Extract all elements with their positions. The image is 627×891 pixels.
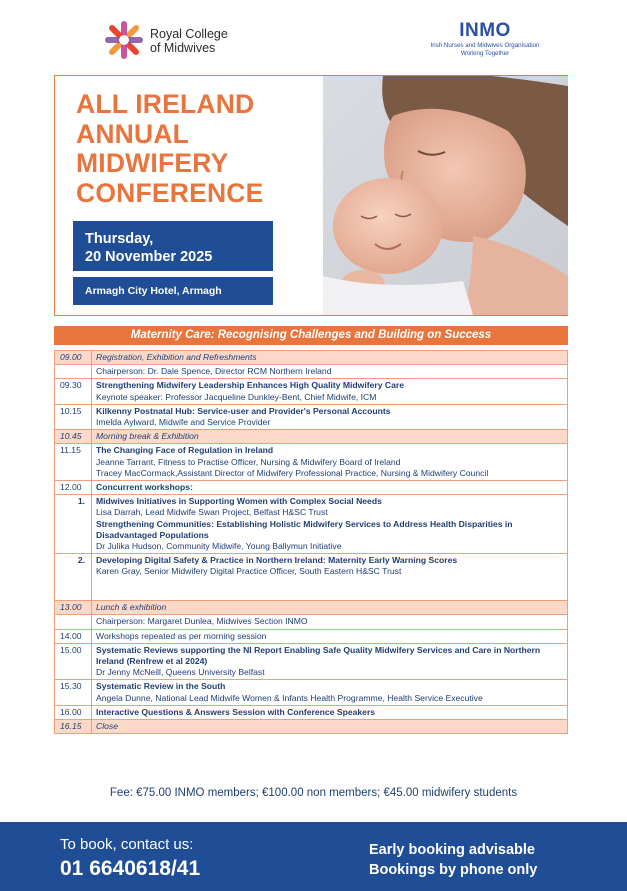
rcm-name-line1: Royal College	[150, 27, 228, 41]
table-row	[55, 601, 568, 615]
table-row	[55, 444, 568, 481]
table-row	[55, 615, 568, 629]
programme-table	[54, 350, 568, 734]
title-line-2: ANNUAL	[76, 118, 190, 149]
session-title: Interactive Questions & Answers Session with Conference Speakers	[96, 706, 376, 717]
inmo-tagline: Working Together	[460, 50, 510, 57]
speaker-line: Dr Jenny McNeill, Queens University Belfast	[96, 667, 265, 678]
session-title: Systematic Review in the South	[96, 681, 226, 692]
table-row	[55, 680, 568, 705]
table-row	[55, 643, 568, 680]
row-time: 09.00	[55, 351, 92, 365]
rcm-cross-logo-icon	[104, 20, 144, 60]
row-time	[55, 615, 92, 629]
session-title: Systematic Reviews supporting the NI Report Enabling Safe Quality Midwifery Services and Care in Northern Ireland (Renfrew et al 2024)	[96, 644, 541, 667]
row-content	[92, 444, 568, 481]
mother-baby-photo	[323, 76, 568, 315]
title-line-1: ALL IRELAND	[76, 89, 255, 119]
table-row	[55, 554, 568, 601]
row-text: Workshops repeated as per morning session	[92, 629, 568, 643]
workshop-number: 2.	[55, 554, 92, 601]
speaker-line: Karen Gray, Senior Midwifery Digital Practice Officer, South Eastern H&SC Trust	[96, 566, 402, 577]
row-time: 16.00	[55, 705, 92, 719]
speaker-line: Jeanne Tarrant, Fitness to Practise Officer, Nursing & Midwifery Board of Ireland	[96, 456, 401, 467]
session-title: Developing Digital Safety & Practice in Northern Ireland: Maternity Early Warning Scores	[96, 555, 458, 566]
inmo-logo	[420, 20, 550, 64]
speaker-line: Tracey MacCormack,Assistant Director of Midwifery Professional Practice, Nursing & Midwifery Council	[96, 467, 489, 478]
session-title: Kilkenny Postnatal Hub: Service-user and Provider's Personal Accounts	[96, 405, 391, 416]
table-row	[55, 404, 568, 429]
row-text: Chairperson: Margaret Dunlea, Midwives Section INMO	[92, 615, 568, 629]
date-weekday: Thursday,	[85, 231, 154, 247]
row-time: 10.45	[55, 430, 92, 444]
row-time: 15.00	[55, 643, 92, 680]
table-row	[55, 365, 568, 379]
row-text: Chairperson: Dr. Dale Spence, Director RCM Northern Ireland	[92, 365, 568, 379]
table-row	[55, 430, 568, 444]
booking-footer	[0, 822, 627, 891]
row-time: 13.00	[55, 601, 92, 615]
title-line-4: CONFERENCE	[76, 177, 264, 208]
table-row	[55, 379, 568, 404]
fee-line: Fee: €75.00 INMO members; €100.00 non members; €45.00 midwifery students	[109, 787, 518, 799]
row-time: 09.30	[55, 379, 92, 404]
date-box	[73, 221, 273, 271]
row-content	[92, 705, 568, 719]
row-time: 11.15	[55, 444, 92, 481]
hero-panel	[54, 75, 568, 316]
table-row	[55, 351, 568, 365]
session-title: Midwives Initiatives in Supporting Women with Complex Social Needs	[96, 496, 382, 507]
title-line-3: MIDWIFERY	[76, 148, 229, 178]
row-time: 10.15	[55, 404, 92, 429]
speaker-line: Keynote speaker: Professor Jacqueline Dunkley-Bent, Chief Midwife, ICM	[96, 391, 377, 402]
table-row	[55, 495, 568, 554]
table-row	[55, 720, 568, 734]
row-time: 14.00	[55, 629, 92, 643]
row-time: 16.15	[55, 720, 92, 734]
session-title: Strengthening Communities: Establishing Holistic Midwifery Services to Address Health Disparities in Disadvantaged Populations	[96, 518, 513, 540]
speaker-line: Dr Julika Hudson, Community Midwife, Young Ballymun Initiative	[96, 541, 342, 552]
row-time	[55, 365, 92, 379]
rcm-name-line2: of Midwives	[150, 41, 216, 55]
theme-banner: Maternity Care: Recognising Challenges and Building on Success	[54, 326, 568, 345]
inmo-wordmark: INMO	[459, 20, 511, 41]
row-content	[92, 643, 568, 680]
speaker-line: Angela Dunne, National Lead Midwife Women & Infants Health Programme, Health Service Executive	[96, 692, 483, 703]
phone-only-note: Bookings by phone only	[369, 862, 538, 878]
row-content	[92, 554, 568, 601]
workshop-number: 1.	[55, 495, 92, 554]
inmo-full-name: Irish Nurses and Midwives Organisation	[430, 42, 540, 49]
row-content	[92, 404, 568, 429]
table-row	[55, 629, 568, 643]
row-content	[92, 680, 568, 705]
row-text: Morning break & Exhibition	[92, 430, 568, 444]
booking-label: To book, contact us:	[60, 836, 194, 853]
session-title: Strengthening Midwifery Leadership Enhances High Quality Midwifery Care	[96, 380, 404, 391]
row-text: Close	[92, 720, 568, 734]
table-row	[55, 705, 568, 719]
row-content	[92, 481, 568, 495]
rcm-logo	[104, 20, 244, 64]
session-title: The Changing Face of Regulation in Ireland	[96, 445, 274, 456]
early-booking-note: Early booking advisable	[369, 842, 535, 858]
row-text: Lunch & exhibition	[92, 601, 568, 615]
row-text: Registration, Exhibition and Refreshments	[92, 351, 568, 365]
venue-box: Armagh City Hotel, Armagh	[73, 277, 273, 305]
row-content	[92, 379, 568, 404]
speaker-line: Lisa Darrah, Lead Midwife Swan Project, Belfast H&SC Trust	[96, 507, 328, 518]
table-row	[55, 481, 568, 495]
conference-title	[76, 90, 264, 208]
session-title: Concurrent workshops:	[96, 482, 193, 493]
booking-phone: 01 6640618/41	[60, 857, 201, 880]
row-content	[92, 495, 568, 554]
speaker-line: Imelda Aylward, Midwife and Service Provider	[96, 417, 271, 428]
row-time: 12.00	[55, 481, 92, 495]
row-time: 15.30	[55, 680, 92, 705]
date-full: 20 November 2025	[85, 249, 213, 265]
mother-baby-image	[323, 76, 568, 315]
